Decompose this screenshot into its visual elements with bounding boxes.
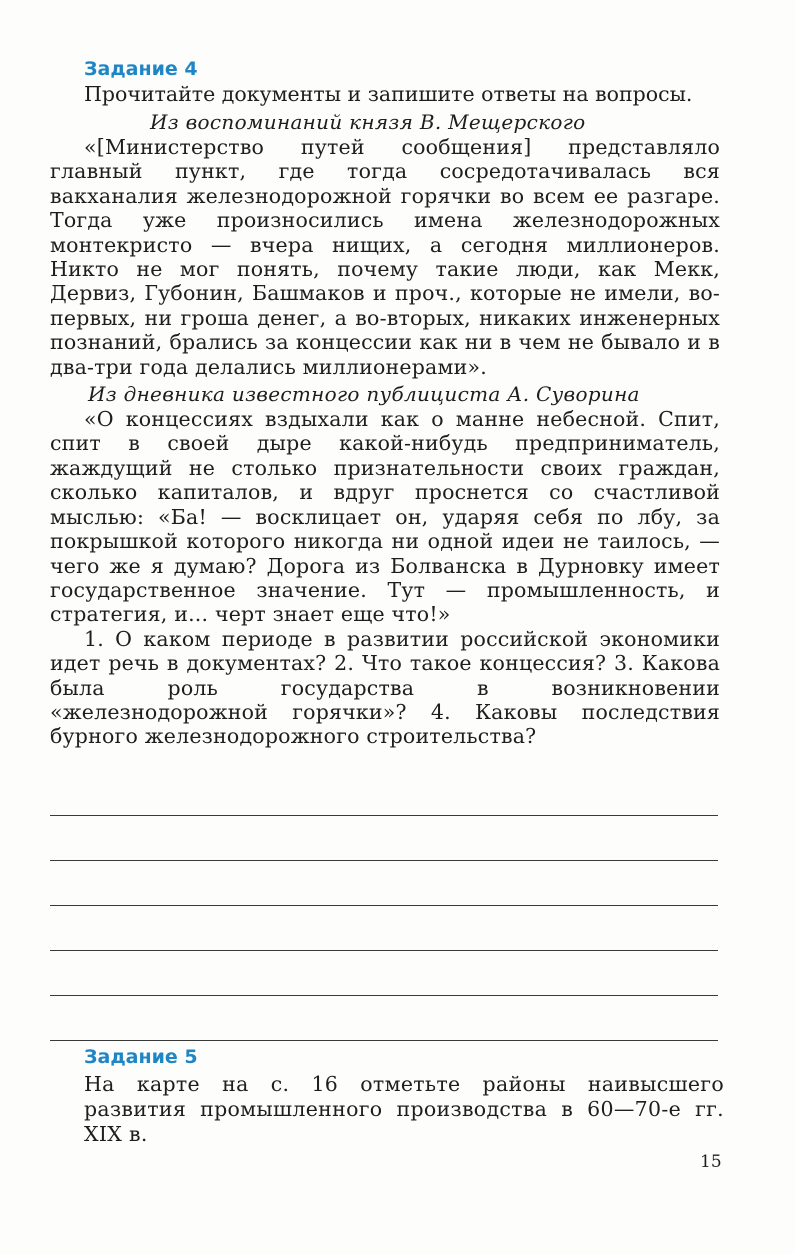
answer-line[interactable] (50, 771, 718, 816)
doc2-heading: Из дневника известного публициста А. Суворина (88, 382, 640, 407)
answer-line[interactable] (50, 906, 718, 951)
answer-lines (50, 771, 720, 1041)
answer-line[interactable] (50, 951, 718, 996)
task4-section (50, 58, 720, 1041)
doc1-text: «[Министерство путей сообщения] представляло главный пункт, где тогда сосредотачивалась вся вакханалия железнодорожной горячки во всем ее разгаре. Тогда уже произносились имена железнодорожных монтекристо — вчера нищих, а сегодня миллионеров. Никто не мог понять, почему такие люди, как Мекк, Дервиз, Губонин, Башмаков и проч., которые не имели, во-первых, ни гроша денег, а во-вторых, никаких инженерных познаний, брались за концессии как ни в чем не бывало и в два-три года делались миллионерами». (50, 135, 720, 379)
task4-title: Задание 4 (84, 58, 198, 80)
task5-title: Задание 5 (84, 1046, 198, 1068)
doc1-heading: Из воспоминаний князя В. Мещерского (150, 110, 586, 134)
page-number: 15 (700, 1152, 722, 1172)
task4-instruction: Прочитайте документы и запишите ответы на вопросы. (84, 82, 693, 106)
task5-section (84, 1046, 724, 1147)
answer-line[interactable] (50, 996, 718, 1041)
answer-line[interactable] (50, 861, 718, 906)
task5-text: На карте на с. 16 отметьте районы наивысшего развития промышленного производства в 60—70-е гг. XIX в. (84, 1072, 724, 1146)
doc2-text: «О концессиях вздыхали как о манне небесной. Спит, спит в своей дыре какой-нибудь предприниматель, жаждущий не столько признательности своих граждан, сколько капиталов, и вдруг проснется со счастливой мыслью: «Ба! — восклицает он, ударяя себя по лбу, за покрышкой которого никогда ни одной идеи не таилось, — чего же я думаю? Дорога из Болванска в Дурновку имеет государственное значение. Тут — промышленность, и стратегия, и... черт знает еще что!» (50, 407, 720, 627)
task4-questions: 1. О каком периоде в развитии российской экономики идет речь в документах? 2. Что такое концессия? 3. Какова была роль государства в возникновении «железнодорожной горячки»? 4. Каковы последствия бурного железнодорожного строительства? (50, 626, 720, 749)
answer-line[interactable] (50, 816, 718, 861)
